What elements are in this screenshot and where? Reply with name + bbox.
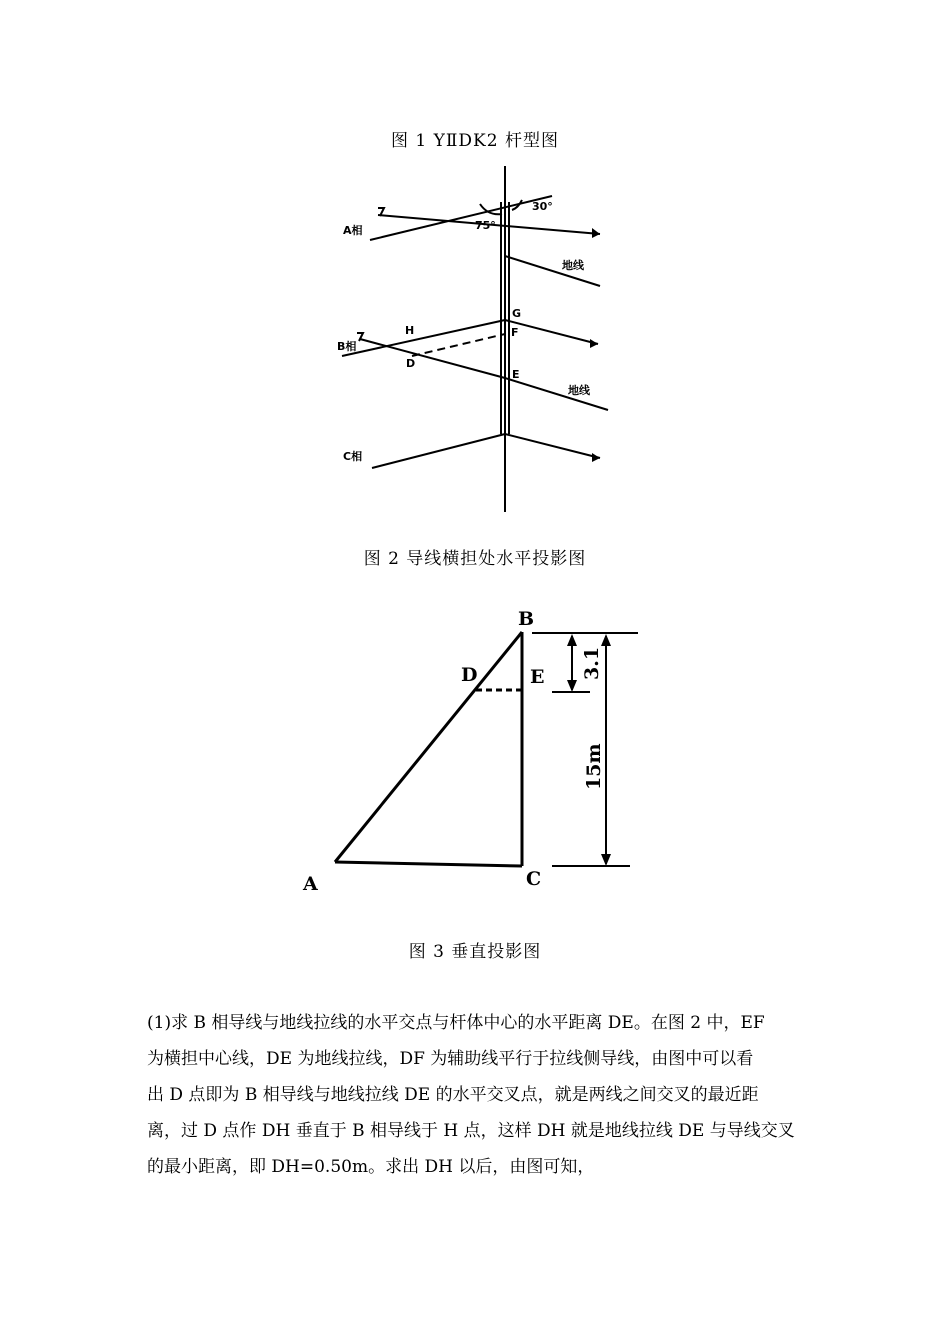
label-angle-75: 75° (475, 219, 496, 232)
label-point-D: D (406, 357, 416, 370)
label-point-G: G (512, 307, 522, 320)
label-point-E: E (512, 368, 520, 381)
label-b-phase: B相 (337, 340, 357, 353)
label-ground-wire-top: 地线 (562, 259, 584, 272)
label-point-B: B (518, 608, 535, 630)
paragraph-line: 为横担中心线，DE 为地线拉线，DF 为辅助线平行于拉线侧导线，由图中可以看 (147, 1049, 754, 1069)
label-a-phase: A相 (343, 224, 363, 237)
figure-2-caption: 图 2 导线横担处水平投影图 (363, 549, 587, 569)
dim-arrow-15-top (601, 634, 611, 646)
label-c-phase: C相 (343, 450, 363, 463)
paragraph-line: (1)求 B 相导线与地线拉线的水平交点与杆体中心的水平距离 DE。在图 2 中，EF (147, 1013, 765, 1033)
paragraph-line: 离，过 D 点作 DH 垂直于 B 相导线于 H 点，这样 DH 就是地线拉线 DE 与导线交叉 (147, 1121, 795, 1141)
label-dimension-3.1: 3.1 (581, 646, 603, 680)
label-point-A: A (303, 873, 318, 895)
label-ground-wire-mid: 地线 (568, 384, 590, 397)
paragraph-line: 出 D 点即为 B 相导线与地线拉线 DE 的水平交叉点，就是两线之间交叉的最近距 (147, 1085, 759, 1105)
label-point-D: D (461, 664, 478, 686)
body-paragraph (147, 1005, 812, 1185)
label-point-F: F (511, 326, 519, 339)
dim-arrow-31-bottom (567, 680, 577, 692)
label-point-E: E (530, 666, 545, 688)
triangle-side-AB (335, 632, 522, 862)
dim-arrow-31-top (567, 634, 577, 646)
label-point-C: C (526, 868, 542, 890)
dim-arrow-15-bottom (601, 854, 611, 866)
triangle-side-AC (335, 862, 522, 866)
figure-3-caption: 图 3 垂直投影图 (408, 942, 542, 962)
paragraph-line: 的最小距离，即 DH=0.50m。求出 DH 以后，由图可知， (147, 1157, 595, 1177)
label-angle-30: 30° (532, 200, 553, 213)
label-dimension-15m: 15m (583, 743, 605, 790)
figure-1-caption: 图 1 YⅡDK2 杆型图 (391, 131, 559, 151)
label-point-H: H (405, 324, 415, 337)
